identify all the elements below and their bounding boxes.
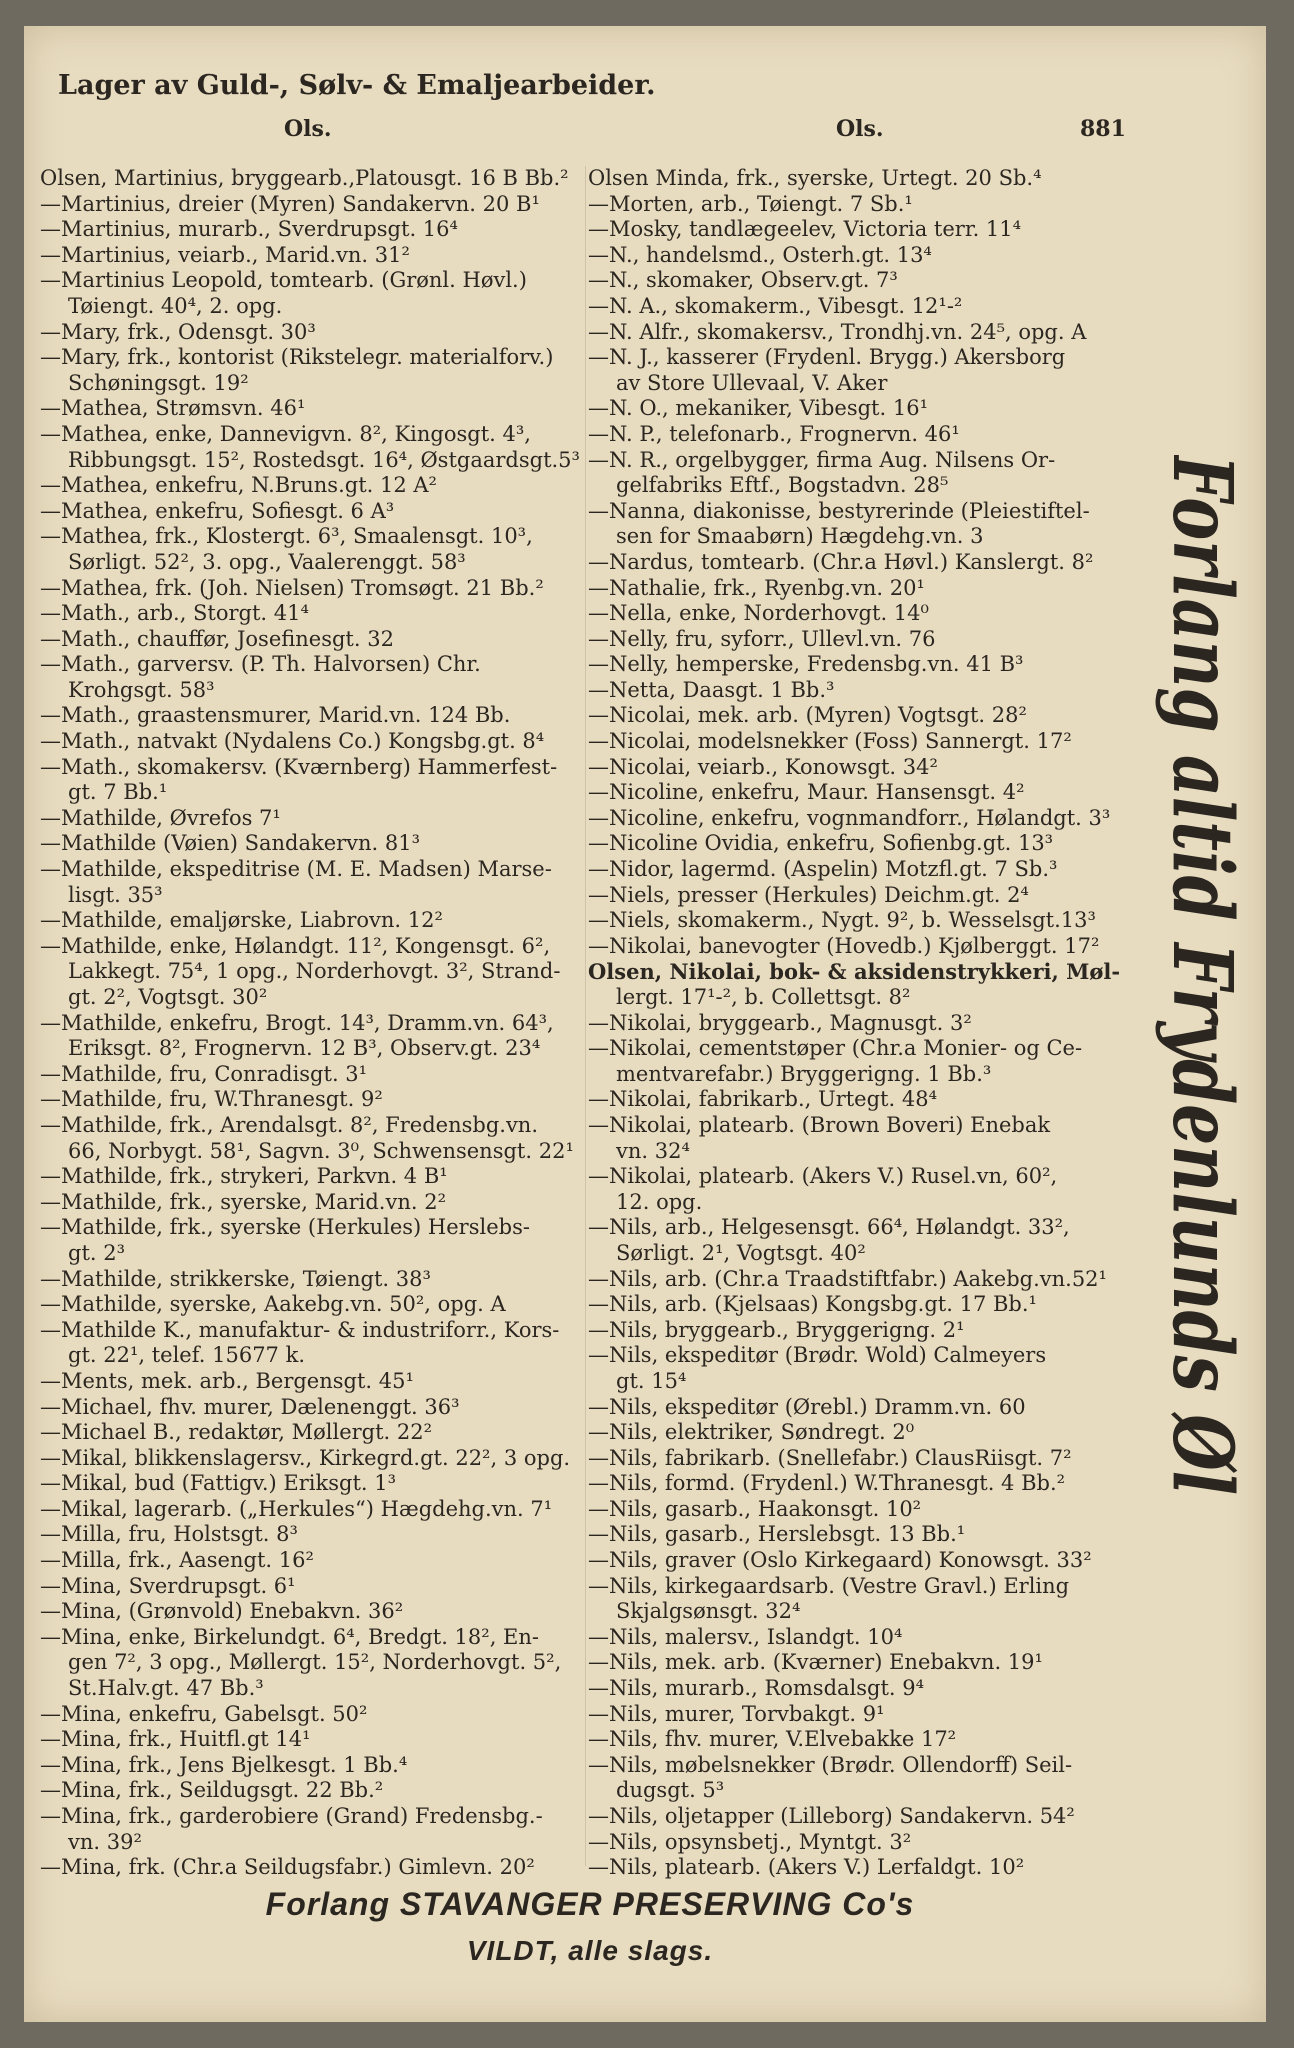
directory-entry-line: —Ments, mek. arb., Bergensgt. 45¹ <box>40 1368 414 1393</box>
directory-entry-line: lisgt. 35³ <box>68 882 163 907</box>
directory-entry-line: —Nils, platearb. (Akers V.) Lerfaldgt. 10² <box>588 1855 1025 1880</box>
directory-entry-line: —Mathilde, fru, Conradisgt. 3¹ <box>40 1061 368 1086</box>
directory-entry-line: —Mathea, Strømsvn. 46¹ <box>40 396 306 421</box>
directory-entry-line: Skjalgsønsgt. 32⁴ <box>616 1599 801 1624</box>
directory-entry-line: —Nils, graver (Oslo Kirkegaard) Konowsgt. 33² <box>588 1548 1092 1573</box>
directory-entry-line: 12. opg. <box>616 1189 703 1214</box>
directory-entry-line: —Math., skomakersv. (Kværnberg) Hammerfest- <box>40 754 558 779</box>
directory-entry-line: —Mina, frk., Huitfl.gt 14¹ <box>40 1727 311 1752</box>
directory-entry-line: Lakkegt. 75⁴, 1 opg., Norderhovgt. 3², Strand- <box>68 959 561 984</box>
directory-entry-line: —N. Alfr., skomakersv., Trondhj.vn. 24⁵, opg. A <box>588 319 1087 344</box>
directory-entry-line: —Mina, Sverdrupsgt. 6¹ <box>40 1573 296 1598</box>
directory-entry-line: —Niels, presser (Herkules) Deichm.gt. 2⁴ <box>588 882 1029 907</box>
directory-entry-line: —Nicoline Ovidia, enkefru, Sofienbg.gt. 13³ <box>588 831 1054 856</box>
directory-entry-line: —Mina, enkefru, Gabelsgt. 50² <box>40 1701 368 1726</box>
directory-entry-line: —Milla, fru, Holstsgt. 8³ <box>40 1522 298 1547</box>
directory-entry-line: —Mathea, enkefru, N.Bruns.gt. 12 A² <box>40 473 437 498</box>
directory-entry-line: —Mathilde, syerske, Aakebg.vn. 50², opg. A <box>40 1292 506 1317</box>
directory-entry-line: Sørligt. 2¹, Vogtsgt. 40² <box>616 1240 866 1265</box>
directory-entry-line: dugsgt. 5³ <box>616 1778 725 1803</box>
directory-entry-line: —Mikal, lagerarb. („Herkules“) Hægdehg.vn. 7¹ <box>40 1496 553 1521</box>
directory-entry-line: lergt. 17¹-², b. Collettsgt. 8² <box>616 985 911 1009</box>
directory-entry-line: —Mary, frk., kontorist (Rikstelegr. materialforv.) <box>40 345 554 370</box>
directory-entry-line: —Mina, frk. (Chr.a Seildugsfabr.) Gimlevn. 20² <box>40 1855 535 1880</box>
directory-entry-line: —Michael, fhv. murer, Dælenenggt. 36³ <box>40 1394 460 1419</box>
directory-entry-line: —Nicolai, veiarb., Konowsgt. 34² <box>588 754 938 779</box>
directory-entry-line: —Nils, opsynsbetj., Myntgt. 3² <box>588 1829 912 1854</box>
directory-entry-line: —N., skomaker, Observ.gt. 7³ <box>588 268 898 293</box>
directory-entry-line: St.Halv.gt. 47 Bb.³ <box>68 1676 264 1701</box>
directory-entry-line: —N. O., mekaniker, Vibesgt. 16¹ <box>588 396 928 421</box>
directory-entry-line: —Nikolai, cementstøper (Chr.a Monier- og Ce- <box>588 1036 1083 1061</box>
directory-entry-line: —Mathilde, emaljørske, Liabrovn. 12² <box>40 908 443 933</box>
directory-entry-line: —Nardus, tomtearb. (Chr.a Høvl.) Kanslergt. 8² <box>588 549 1094 574</box>
directory-entry-line: —Mathilde, strikkerske, Tøiengt. 38³ <box>40 1266 431 1291</box>
bottom-ad-line-1: Forlang STAVANGER PRESERVING Co's <box>265 1886 915 1922</box>
directory-entry-line: —Math., garversv. (P. Th. Halvorsen) Chr. <box>40 652 481 677</box>
directory-entry-line: —Mina, frk., Seildugsgt. 22 Bb.² <box>40 1778 384 1803</box>
directory-entry-line: gt. 22¹, telef. 15677 k. <box>68 1343 305 1368</box>
directory-entry-line: vn. 32⁴ <box>616 1138 690 1163</box>
directory-entry-line: Olsen Minda, frk., syerske, Urtegt. 20 Sb.⁴ <box>588 166 1042 190</box>
directory-entry-line: —Nils, mek. arb. (Kværner) Enebakvn. 19¹ <box>588 1650 1043 1675</box>
directory-entry-line: —Nella, enke, Norderhovgt. 14⁰ <box>588 601 929 626</box>
directory-entry-line: —Martinius Leopold, tomtearb. (Grønl. Høvl.) <box>40 268 527 293</box>
directory-entry-line: —Nicolai, mek. arb. (Myren) Vogtsgt. 28² <box>588 703 1027 728</box>
right-column-heading: Ols. <box>836 116 884 142</box>
directory-entry-line: 66, Norbygt. 58¹, Sagvn. 3⁰, Schwensensgt. 22¹ <box>68 1138 574 1163</box>
directory-entry-line: —Mathea, frk. (Joh. Nielsen) Tromsøgt. 21 Bb.² <box>40 575 544 600</box>
vertical-ad-graphic <box>1136 455 1256 1495</box>
directory-entry-line: gen 7², 3 opg., Møllergt. 15², Norderhovgt. 5², <box>68 1650 562 1675</box>
directory-entry-line: —Math., natvakt (Nydalens Co.) Kongsbg.gt. 8⁴ <box>40 729 545 754</box>
right-column <box>588 166 1126 1881</box>
directory-entry-line: —Nicoline, enkefru, Maur. Hansensgt. 4² <box>588 780 1025 805</box>
directory-entry-line: —Mathea, frk., Klostergt. 6³, Smaalensgt. 10³, <box>40 524 533 549</box>
directory-entry-line: —Mathilde, Øvrefos 7¹ <box>40 805 281 830</box>
directory-entry-line: —Nils, ekspeditør (Brødr. Wold) Calmeyers <box>588 1343 1047 1368</box>
directory-entry-line: —Nikolai, platearb. (Akers V.) Rusel.vn, 60², <box>588 1164 1058 1189</box>
directory-entry-line: av Store Ullevaal, V. Aker <box>616 370 888 395</box>
directory-entry-line: —N., handelsmd., Osterh.gt. 13⁴ <box>588 242 932 267</box>
directory-entry-line: —Nils, elektriker, Søndregt. 2⁰ <box>588 1420 915 1445</box>
directory-entry-line: —Mathilde, enkefru, Brogt. 14³, Dramm.vn. 64³, <box>40 1010 554 1035</box>
directory-entry-line: —Mosky, tandlægeelev, Victoria terr. 11⁴ <box>588 217 1022 242</box>
directory-entry-line: —Nils, arb. (Chr.a Traadstiftfabr.) Aakebg.vn.52¹ <box>588 1266 1107 1291</box>
directory-entry-line: Schøningsgt. 19² <box>68 370 249 395</box>
directory-entry-line: —Nils, murer, Torvbakgt. 9¹ <box>588 1701 885 1726</box>
directory-entry-line: —Nils, arb. (Kjelsaas) Kongsbg.gt. 17 Bb.¹ <box>588 1292 1037 1317</box>
directory-entry-line: —Mathea, enkefru, Sofiesgt. 6 A³ <box>40 498 395 523</box>
directory-entry-line: —Mina, enke, Birkelundgt. 6⁴, Bredgt. 18², En- <box>40 1624 539 1649</box>
directory-entry-line: Olsen, Martinius, bryggearb.,Platousgt. 16 B Bb.² <box>40 166 569 190</box>
directory-entry-line: —Nanna, diakonisse, bestyrerinde (Pleiestiftel- <box>588 498 1090 523</box>
page-header <box>58 70 1218 110</box>
directory-entry-line: —Mathilde, fru, W.Thranesgt. 9² <box>40 1087 383 1112</box>
directory-entry-line: —Math., chauffør, Josefinesgt. 32 <box>40 626 394 651</box>
directory-entry-line: —Nils, ekspeditør (Ørebl.) Dramm.vn. 60 <box>588 1394 1026 1419</box>
directory-entry-line: —Mathilde, frk., syerske, Marid.vn. 2² <box>40 1189 447 1214</box>
directory-entry-line: vn. 39² <box>68 1829 142 1854</box>
directory-entry-line: —Nils, malersv., Islandgt. 10⁴ <box>588 1624 903 1649</box>
directory-entry-line: —Nikolai, platearb. (Brown Boveri) Enebak <box>588 1112 1051 1137</box>
directory-entry-line: —Mikal, blikkenslagersv., Kirkegrd.gt. 22², 3 opg. <box>40 1445 571 1470</box>
directory-entry-line: gt. 15⁴ <box>616 1368 687 1393</box>
directory-entry-line: —Netta, Daasgt. 1 Bb.³ <box>588 677 835 702</box>
directory-entry-line: —Mathilde, frk., strykeri, Parkvn. 4 B¹ <box>40 1164 448 1189</box>
column-headings <box>58 116 1126 152</box>
directory-entry-line: —Nils, gasarb., Herslebsgt. 13 Bb.¹ <box>588 1522 966 1547</box>
directory-entry-line: —Nils, oljetapper (Lilleborg) Sandakervn. 54² <box>588 1804 1075 1828</box>
directory-entry-line: —Nils, murarb., Romsdalsgt. 9⁴ <box>588 1676 925 1701</box>
directory-entry-line: —Nelly, hemperske, Fredensbg.vn. 41 B³ <box>588 652 1024 677</box>
header-title: Lager av Guld-, Sølv- & Emaljearbeider. <box>58 70 656 101</box>
directory-entry-line: Sørligt. 52², 3. opg., Vaalerenggt. 58³ <box>68 549 466 574</box>
directory-entry-line: —Nidor, lagermd. (Aspelin) Motzfl.gt. 7 Sb.³ <box>588 857 1058 882</box>
directory-entry-line: —Mathilde, frk., Arendalsgt. 8², Fredensbg.vn. <box>40 1112 539 1137</box>
directory-entry-line: —Mathilde (Vøien) Sandakervn. 81³ <box>40 831 421 856</box>
directory-entry-line: Olsen, Nikolai, bok- & aksidenstrykkeri, Møl- <box>588 959 1121 985</box>
directory-entry-line: —Mary, frk., Odensgt. 30³ <box>40 319 316 344</box>
directory-entry-line: —Nicoline, enkefru, vognmandforr., Hølandgt. 3³ <box>588 805 1111 830</box>
directory-entry-line: —Nathalie, frk., Ryenbg.vn. 20¹ <box>588 575 925 600</box>
directory-entry-line: —Mathilde, enke, Hølandgt. 11², Kongensgt. 6², <box>40 933 551 958</box>
vertical-advertisement <box>1136 455 1256 1495</box>
directory-entry-line: —Nils, formd. (Frydenl.) W.Thranesgt. 4 Bb.² <box>588 1471 1066 1496</box>
directory-entry-line: —Nils, arb., Helgesensgt. 66⁴, Hølandgt. 33², <box>588 1215 1070 1240</box>
directory-entry-line: —Nils, fhv. murer, V.Elvebakke 17² <box>588 1727 957 1752</box>
directory-entry-line: —Nils, kirkegaardsarb. (Vestre Gravl.) Erling <box>588 1573 1070 1598</box>
directory-entry-line: —N. R., orgelbygger, firma Aug. Nilsens Or- <box>588 447 1056 472</box>
directory-entry-line: —Math., graastensmurer, Marid.vn. 124 Bb. <box>40 703 511 728</box>
directory-entry-line: —N. J., kasserer (Frydenl. Brygg.) Akersborg <box>588 345 1066 370</box>
directory-entry-line: —Mikal, bud (Fattigv.) Eriksgt. 1³ <box>40 1471 397 1496</box>
directory-entry-line: —Mina, frk., Jens Bjelkesgt. 1 Bb.⁴ <box>40 1752 408 1777</box>
directory-entry-line: sen for Smaabørn) Hægdehg.vn. 3 <box>616 524 984 549</box>
directory-entry-line: —Mina, frk., garderobiere (Grand) Fredensbg.- <box>40 1804 543 1828</box>
directory-entry-line: —Mathilde, ekspeditrise (M. E. Madsen) Marse- <box>40 857 552 882</box>
directory-entry-line: Eriksgt. 8², Frognervn. 12 B³, Observ.gt. 23⁴ <box>68 1036 541 1061</box>
directory-entry-line: —Nikolai, fabrikarb., Urtegt. 48⁴ <box>588 1087 937 1112</box>
directory-entry-line: —Mathilde, frk., syerske (Herkules) Herslebs- <box>40 1215 530 1240</box>
column-divider <box>585 166 586 1866</box>
directory-entry-line: —Nils, møbelsnekker (Brødr. Ollendorff) Seil- <box>588 1752 1073 1777</box>
directory-entry-line: gt. 7 Bb.¹ <box>68 780 168 805</box>
page-number: 881 <box>1080 116 1126 142</box>
left-column <box>40 166 580 1881</box>
directory-entry-line: —Mina, (Grønvold) Enebakvn. 36² <box>40 1599 404 1624</box>
directory-entry-line: gelfabriks Eftf., Bogstadvn. 28⁵ <box>616 473 949 498</box>
directory-entry-line: Ribbungsgt. 15², Rostedsgt. 16⁴, Østgaardsgt.5³ <box>68 447 580 472</box>
directory-entry-line: —Nils, bryggearb., Bryggerigng. 2¹ <box>588 1317 965 1342</box>
vertical-ad-text: Forlang altid Frydenlunds Øl <box>1154 455 1250 1495</box>
left-column-heading: Ols. <box>284 116 332 142</box>
directory-entry-line: mentvarefabr.) Bryggerigng. 1 Bb.³ <box>616 1061 992 1086</box>
directory-entry-line: —Nelly, fru, syforr., Ullevl.vn. 76 <box>588 626 936 651</box>
directory-entry-line: —Morten, arb., Tøiengt. 7 Sb.¹ <box>588 191 913 216</box>
directory-entry-line: —Nicolai, modelsnekker (Foss) Sannergt. 17² <box>588 729 1072 754</box>
directory-entry-line: Krohgsgt. 58³ <box>68 677 215 702</box>
directory-entry-line: —Mathilde K., manufaktur- & industriforr., Kors- <box>40 1317 560 1342</box>
directory-entry-line: —Michael B., redaktør, Møllergt. 22² <box>40 1420 433 1445</box>
directory-entry-line: —Nikolai, banevogter (Hovedb.) Kjølberggt. 17² <box>588 933 1100 958</box>
directory-entry-line: —Nils, fabrikarb. (Snellefabr.) ClausRiisgt. 7² <box>588 1445 1072 1470</box>
bottom-ad-line-2: VILDT, alle slags. <box>466 1935 714 1966</box>
directory-entry-line: —Mathea, enke, Dannevigvn. 8², Kingosgt. 4³, <box>40 421 531 446</box>
directory-entry-line: —Math., arb., Storgt. 41⁴ <box>40 601 309 626</box>
directory-entry-line: —Nils, gasarb., Haakonsgt. 10² <box>588 1496 922 1521</box>
directory-entry-line: —Martinius, murarb., Sverdrupsgt. 16⁴ <box>40 217 458 242</box>
directory-entry-line: Tøiengt. 40⁴, 2. opg. <box>68 293 283 318</box>
directory-entry-line: gt. 2², Vogtsgt. 30² <box>68 985 268 1009</box>
directory-entry-line: gt. 2³ <box>68 1240 126 1265</box>
directory-entry-line: —Nikolai, bryggearb., Magnusgt. 3² <box>588 1010 972 1035</box>
directory-entry-line: —N. P., telefonarb., Frognervn. 46¹ <box>588 421 960 446</box>
directory-entry-line: —Niels, skomakerm., Nygt. 9², b. Wesselsgt.13³ <box>588 908 1096 933</box>
directory-entry-line: —Milla, frk., Aasengt. 16² <box>40 1548 314 1573</box>
directory-entry-line: —Martinius, dreier (Myren) Sandakervn. 20 B¹ <box>40 191 540 216</box>
directory-entry-line: —Martinius, veiarb., Marid.vn. 31² <box>40 242 410 267</box>
directory-entry-line: —N. A., skomakerm., Vibesgt. 12¹-² <box>588 293 963 318</box>
bottom-advertisement <box>40 1882 1140 1992</box>
